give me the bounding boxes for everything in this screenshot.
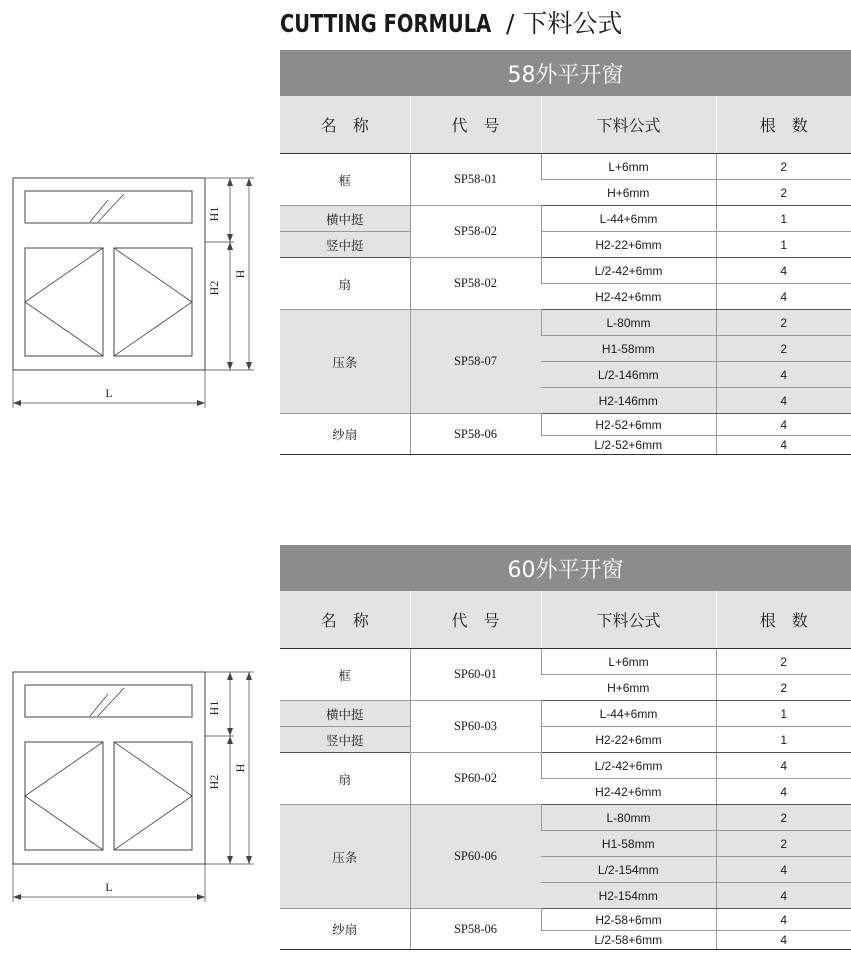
formula-cell: L-80mm <box>541 805 716 831</box>
dim-h2-label: H2 <box>207 774 221 790</box>
dim-h2-label: H2 <box>207 280 221 296</box>
dim-h-label: H <box>233 763 247 773</box>
formula-cell: H2-146mm <box>541 388 716 414</box>
dim-l-label: L <box>105 386 113 400</box>
header-code: 代 号 <box>410 591 541 649</box>
header-formula: 下料公式 <box>541 96 716 154</box>
table-row <box>280 258 851 284</box>
table-row <box>280 414 851 436</box>
formula-cell: L/2-146mm <box>541 362 716 388</box>
formula-cell: H2-42+6mm <box>541 779 716 805</box>
formula-cell: H2-22+6mm <box>541 232 716 258</box>
part-code: SP60-03 <box>410 701 541 753</box>
formula-cell: H1-58mm <box>541 336 716 362</box>
header-name: 名 称 <box>280 591 410 649</box>
count-cell: 4 <box>716 258 851 284</box>
dim-l-label: L <box>105 880 113 894</box>
count-cell: 1 <box>716 232 851 258</box>
formula-cell: H2-42+6mm <box>541 284 716 310</box>
part-code: SP58-02 <box>410 206 541 258</box>
formula-cell: L/2-58+6mm <box>541 931 716 950</box>
part-code: SP60-02 <box>410 753 541 805</box>
window-drawing <box>6 664 266 909</box>
part-name: 竖中挺 <box>280 232 410 258</box>
table-row <box>280 727 851 753</box>
part-name: 扇 <box>280 753 410 805</box>
formula-cell: L/2-42+6mm <box>541 753 716 779</box>
table-row <box>280 154 851 180</box>
formula-table <box>280 96 851 455</box>
table-row <box>280 753 851 779</box>
formula-cell: L-44+6mm <box>541 701 716 727</box>
title-chinese: / 下料公式 <box>506 9 623 38</box>
table-row <box>280 206 851 232</box>
count-cell: 2 <box>716 831 851 857</box>
count-cell: 2 <box>716 154 851 180</box>
part-name: 竖中挺 <box>280 727 410 753</box>
count-cell: 4 <box>716 779 851 805</box>
table-row <box>280 232 851 258</box>
formula-cell: H2-58+6mm <box>541 909 716 931</box>
part-code: SP58-01 <box>410 154 541 206</box>
table-row <box>280 701 851 727</box>
count-cell: 2 <box>716 180 851 206</box>
part-name: 压条 <box>280 310 410 414</box>
formula-cell: H2-52+6mm <box>541 414 716 436</box>
formula-cell: L/2-52+6mm <box>541 436 716 455</box>
formula-cell: L-80mm <box>541 310 716 336</box>
part-code: SP58-06 <box>410 414 541 455</box>
count-cell: 4 <box>716 931 851 950</box>
count-cell: 4 <box>716 753 851 779</box>
section-58 <box>280 50 851 455</box>
count-cell: 4 <box>716 883 851 909</box>
dim-h-label: H <box>233 269 247 279</box>
part-name: 压条 <box>280 805 410 909</box>
part-name: 框 <box>280 154 410 206</box>
part-name: 横中挺 <box>280 206 410 232</box>
part-name: 纱扇 <box>280 909 410 950</box>
formula-cell: H2-22+6mm <box>541 727 716 753</box>
count-cell: 2 <box>716 649 851 675</box>
count-cell: 4 <box>716 909 851 931</box>
count-cell: 2 <box>716 805 851 831</box>
count-cell: 4 <box>716 388 851 414</box>
count-cell: 4 <box>716 414 851 436</box>
page-title <box>280 4 622 38</box>
formula-cell: L-44+6mm <box>541 206 716 232</box>
count-cell: 2 <box>716 310 851 336</box>
part-code: SP58-07 <box>410 310 541 414</box>
table-row <box>280 909 851 931</box>
part-code: SP60-01 <box>410 649 541 701</box>
section-heading: 58外平开窗 <box>280 50 851 96</box>
formula-cell: L+6mm <box>541 154 716 180</box>
formula-cell: H+6mm <box>541 675 716 701</box>
part-code: SP58-06 <box>410 909 541 950</box>
count-cell: 1 <box>716 701 851 727</box>
section-60 <box>280 545 851 950</box>
table-header-row <box>280 96 851 154</box>
dim-h1-label: H1 <box>207 700 221 716</box>
table-row <box>280 649 851 675</box>
section-heading: 60外平开窗 <box>280 545 851 591</box>
window-diagram-58 <box>6 170 266 415</box>
table-row <box>280 805 851 831</box>
part-code: SP58-02 <box>410 258 541 310</box>
header-code: 代 号 <box>410 96 541 154</box>
formula-cell: H+6mm <box>541 180 716 206</box>
count-cell: 2 <box>716 336 851 362</box>
count-cell: 1 <box>716 206 851 232</box>
table-header-row <box>280 591 851 649</box>
formula-table <box>280 591 851 950</box>
header-count: 根 数 <box>716 96 851 154</box>
window-diagram-60 <box>6 664 266 909</box>
title-english: CUTTING FORMULA <box>280 9 492 38</box>
count-cell: 4 <box>716 362 851 388</box>
part-name: 横中挺 <box>280 701 410 727</box>
count-cell: 1 <box>716 727 851 753</box>
count-cell: 4 <box>716 857 851 883</box>
formula-cell: L/2-154mm <box>541 857 716 883</box>
window-drawing <box>6 170 266 415</box>
formula-cell: L/2-42+6mm <box>541 258 716 284</box>
header-count: 根 数 <box>716 591 851 649</box>
count-cell: 2 <box>716 675 851 701</box>
part-code: SP60-06 <box>410 805 541 909</box>
part-name: 扇 <box>280 258 410 310</box>
table-row <box>280 310 851 336</box>
formula-cell: H2-154mm <box>541 883 716 909</box>
count-cell: 4 <box>716 284 851 310</box>
dim-h1-label: H1 <box>207 206 221 222</box>
count-cell: 4 <box>716 436 851 455</box>
part-name: 纱扇 <box>280 414 410 455</box>
formula-cell: L+6mm <box>541 649 716 675</box>
formula-cell: H1-58mm <box>541 831 716 857</box>
header-formula: 下料公式 <box>541 591 716 649</box>
part-name: 框 <box>280 649 410 701</box>
header-name: 名 称 <box>280 96 410 154</box>
